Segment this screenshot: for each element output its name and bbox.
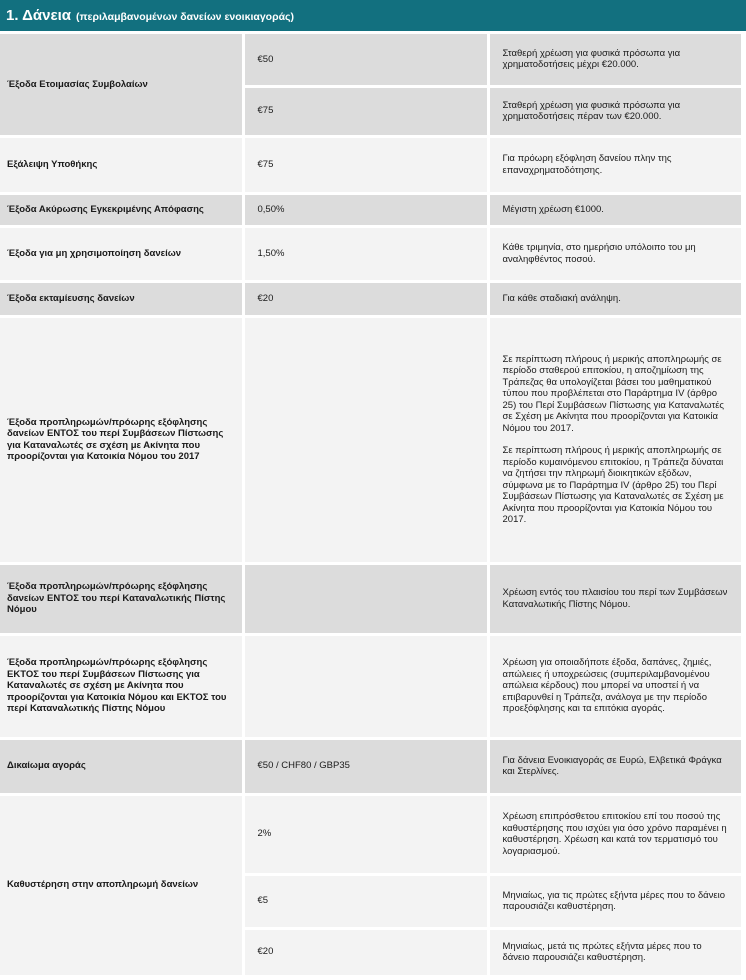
section-subtitle: (περιλαμβανομένων δανείων ενοικιαγοράς) bbox=[75, 10, 294, 23]
fee-name: Έξοδα προπληρωμών/πρόωρης εξόφλησης δανείων ΕΝΤΟΣ του περί Συμβάσεων Πίστωσης για Καταναλωτές σε σχέση με Ακίνητα που προορίζονται για Κατοικία Νόμου του 2017 bbox=[0, 316, 243, 563]
fee-description: Μηνιαίως, για τις πρώτες εξήντα μέρες που το δάνειο παρουσιάζει καθυστέρηση. bbox=[488, 874, 742, 928]
fee-value: 0,50% bbox=[243, 193, 488, 226]
fee-description: Σταθερή χρέωση για φυσικά πρόσωπα για χρηματοδοτήσεις μέχρι €20.000. bbox=[488, 34, 742, 86]
fee-name: Έξοδα Ετοιμασίας Συμβολαίων bbox=[0, 34, 243, 136]
fee-name: Καθυστέρηση στην αποπληρωμή δανείων bbox=[0, 794, 243, 976]
fee-description: Κάθε τριμηνία, στο ημερήσιο υπόλοιπο του μη αναληφθέντος ποσού. bbox=[488, 226, 742, 281]
fee-value bbox=[243, 634, 488, 738]
table-row bbox=[0, 193, 742, 226]
fee-value: €50 bbox=[243, 34, 488, 86]
fee-value: €20 bbox=[243, 281, 488, 316]
fees-table bbox=[0, 34, 744, 978]
table-row bbox=[0, 794, 742, 874]
fee-description: Μηνιαίως, μετά τις πρώτες εξήντα μέρες που το δάνειο παρουσιάζει καθυστέρηση. bbox=[488, 928, 742, 976]
fee-name: Έξοδα εκταμίευσης δανείων bbox=[0, 281, 243, 316]
fee-name: Εξάλειψη Υποθήκης bbox=[0, 136, 243, 193]
fee-value: 2% bbox=[243, 794, 488, 874]
table-row bbox=[0, 136, 742, 193]
table-row bbox=[0, 34, 742, 86]
fee-name: Έξοδα Ακύρωσης Εγκεκριμένης Απόφασης bbox=[0, 193, 243, 226]
fee-description: Για πρόωρη εξόφληση δανείου πλην της επαναχρηματοδότησης. bbox=[488, 136, 742, 193]
section-title: 1. Δάνεια bbox=[6, 7, 71, 24]
fee-value: €20 bbox=[243, 928, 488, 976]
fee-value bbox=[243, 563, 488, 634]
fee-description: Χρέωση για οποιαδήποτε έξοδα, δαπάνες, ζημιές, απώλειες ή υποχρεώσεις (συμπεριλαμβανομένου απώλεια κέρδους) που μπορεί να υποστεί ή να επιβαρυνθεί η Τράπεζα, ανάλογα με την περίοδο προεξόφλησης και τα επιτόκια αγοράς. bbox=[488, 634, 742, 738]
fee-description-paragraph: Σε περίπτωση πλήρους ή μερικής αποπληρωμής σε περίοδο κυμαινόμενου επιτοκίου, η Τράπεζα δύναται να ζητήσει την πληρωμή διοικητικών εξόδων, σύμφωνα με το Παράρτημα IV (άρθρο 25) του Περί Συμβάσεων Πίστωσης για Καταναλωτές σε Σχέση με Ακίνητα που προορίζονται για Κατοικία Νόμου του 2017. bbox=[502, 445, 724, 525]
fee-description: Χρέωση εντός του πλαισίου του περί των Συμβάσεων Καταναλωτικής Πίστης Νόμου. bbox=[488, 563, 742, 634]
fee-description: Για κάθε σταδιακή ανάληψη. bbox=[488, 281, 742, 316]
table-row bbox=[0, 563, 742, 634]
table-row bbox=[0, 281, 742, 316]
fee-value: 1,50% bbox=[243, 226, 488, 281]
fee-value bbox=[243, 316, 488, 563]
fee-name: Δικαίωμα αγοράς bbox=[0, 738, 243, 794]
fee-value: €75 bbox=[243, 136, 488, 193]
fee-value: €50 / CHF80 / GBP35 bbox=[243, 738, 488, 794]
table-row bbox=[0, 226, 742, 281]
fee-name: Έξοδα για μη χρησιμοποίηση δανείων bbox=[0, 226, 243, 281]
section-header bbox=[0, 0, 746, 34]
fee-description bbox=[488, 316, 742, 563]
fee-description: Χρέωση επιπρόσθετου επιτοκίου επί του ποσού της καθυστέρησης που ισχύει για όσο χρόνο παραμένει η καθυστέρηση. Χρέωση και κατά τον τερματισμό του λογαριασμού. bbox=[488, 794, 742, 874]
fee-description: Σταθερή χρέωση για φυσικά πρόσωπα για χρηματοδοτήσεις πέραν των €20.000. bbox=[488, 86, 742, 136]
fee-description-paragraph: Σε περίπτωση πλήρους ή μερικής αποπληρωμής σε περίοδο σταθερού επιτοκίου, η αποζημίωση της Τράπεζας θα υπολογίζεται βάσει του μαθηματικού τύπου που προβλέπεται στο Παράρτημα IV (άρθρο 25) του Περί Συμβάσεων Πίστωσης για Καταναλωτές σε Σχέση με Ακίνητα που προορίζονται για Κατοικία Νόμου του 2017. bbox=[502, 353, 725, 434]
fee-value: €5 bbox=[243, 874, 488, 928]
fee-value: €75 bbox=[243, 86, 488, 136]
table-row bbox=[0, 634, 742, 738]
fee-name: Έξοδα προπληρωμών/πρόωρης εξόφλησης ΕΚΤΟΣ του περί Συμβάσεων Πίστωσης για Καταναλωτές σε σχέση με Ακίνητα που προορίζονται για Κατοικία Νόμου και ΕΚΤΟΣ του περί Καταναλωτικής Πίστης Νόμου bbox=[0, 634, 243, 738]
fee-name: Έξοδα προπληρωμών/πρόωρης εξόφλησης δανείων ΕΝΤΟΣ του περί Καταναλωτικής Πίστης Νόμου bbox=[0, 563, 243, 634]
fee-description: Μέγιστη χρέωση €1000. bbox=[488, 193, 742, 226]
fee-description: Για δάνεια Ενοικιαγοράς σε Ευρώ, Ελβετικά Φράγκα και Στερλίνες. bbox=[488, 738, 742, 794]
table-row bbox=[0, 316, 742, 563]
table-row bbox=[0, 738, 742, 794]
